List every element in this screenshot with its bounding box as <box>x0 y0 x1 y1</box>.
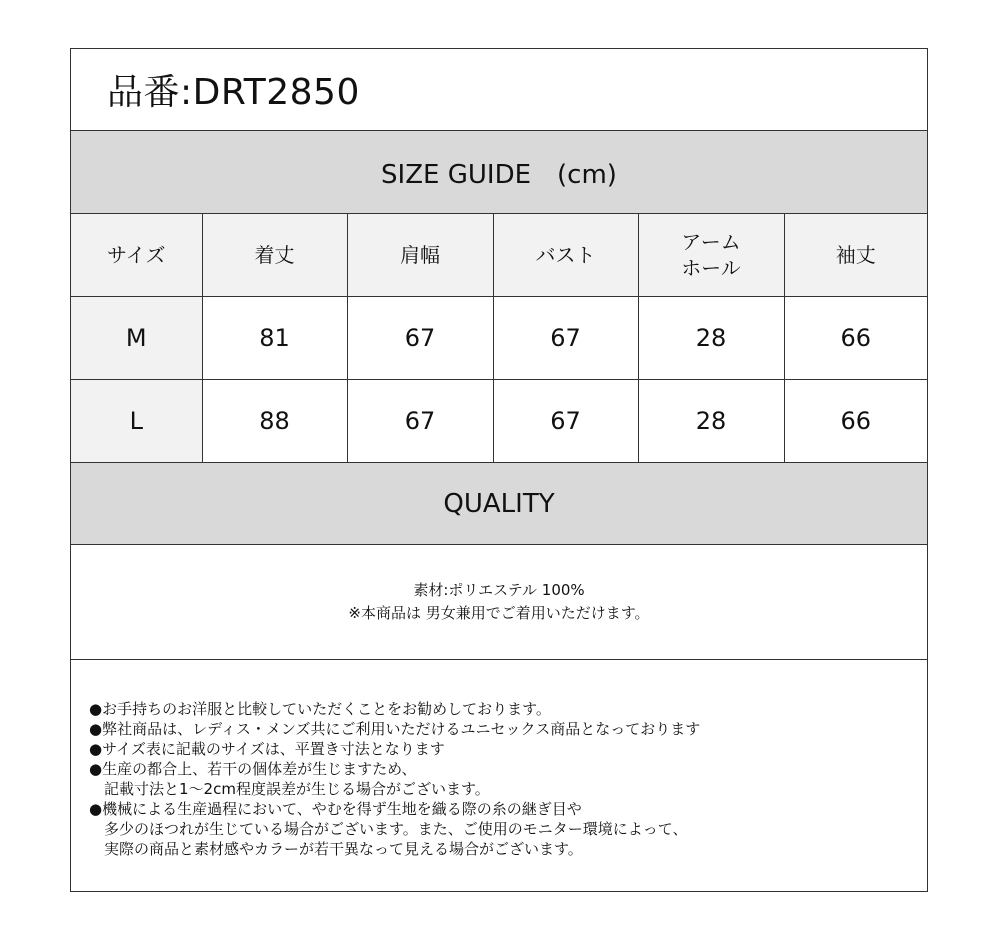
table-cell: 81 <box>202 297 347 380</box>
table-cell: 88 <box>202 380 347 463</box>
product-code: 品番:DRT2850 <box>107 72 360 113</box>
note-item: ●生産の都合上、若干の個体差が生じますため、 <box>89 760 417 778</box>
quality-title: QUALITY <box>443 488 555 519</box>
header-bust: バスト <box>493 214 638 297</box>
note-item: ●サイズ表に記載のサイズは、平置き寸法となります <box>89 740 445 758</box>
notes-list <box>89 699 700 859</box>
row-label-m: M <box>71 297 202 380</box>
table-header-row <box>71 214 927 297</box>
note-item: 実際の商品と素材感やカラーが若干異なって見える場合がございます。 <box>89 840 583 858</box>
size-guide-title: SIZE GUIDE (cm) <box>381 159 617 190</box>
table-cell: 66 <box>784 380 927 463</box>
size-table <box>71 214 927 462</box>
table-cell: 66 <box>784 297 927 380</box>
header-length: 着丈 <box>202 214 347 297</box>
quality-body <box>71 545 927 660</box>
table-cell: 67 <box>493 380 638 463</box>
header-shoulder: 肩幅 <box>347 214 493 297</box>
table-cell: 67 <box>347 297 493 380</box>
header-armhole: アーム ホール <box>638 214 784 297</box>
header-size: サイズ <box>71 214 202 297</box>
note-item: ●弊社商品は、レディス・メンズ共にご利用いただけるユニセックス商品となっております <box>89 720 701 738</box>
table-row <box>71 380 927 463</box>
size-guide-band <box>71 131 927 214</box>
table-row <box>71 297 927 380</box>
title-band <box>71 49 927 131</box>
size-chart-frame <box>70 48 928 892</box>
note-item: 記載寸法と1～2cm程度誤差が生じる場合がございます。 <box>89 780 490 798</box>
note-item: ●機械による生産過程において、やむを得ず生地を織る際の糸の継ぎ目や <box>89 800 582 818</box>
quality-band <box>71 462 927 545</box>
note-item: 多少のほつれが生じている場合がございます。また、ご使用のモニター環境によって、 <box>89 820 688 838</box>
table-cell: 67 <box>347 380 493 463</box>
header-sleeve: 袖丈 <box>784 214 927 297</box>
unisex-note: ※本商品は 男女兼用でご着用いただけます。 <box>348 604 650 622</box>
row-label-l: L <box>71 380 202 463</box>
table-cell: 28 <box>638 380 784 463</box>
table-cell: 28 <box>638 297 784 380</box>
material-line: 素材:ポリエステル 100% <box>413 581 585 599</box>
table-cell: 67 <box>493 297 638 380</box>
note-item: ●お手持ちのお洋服と比較していただくことをお勧めしております。 <box>89 700 551 718</box>
